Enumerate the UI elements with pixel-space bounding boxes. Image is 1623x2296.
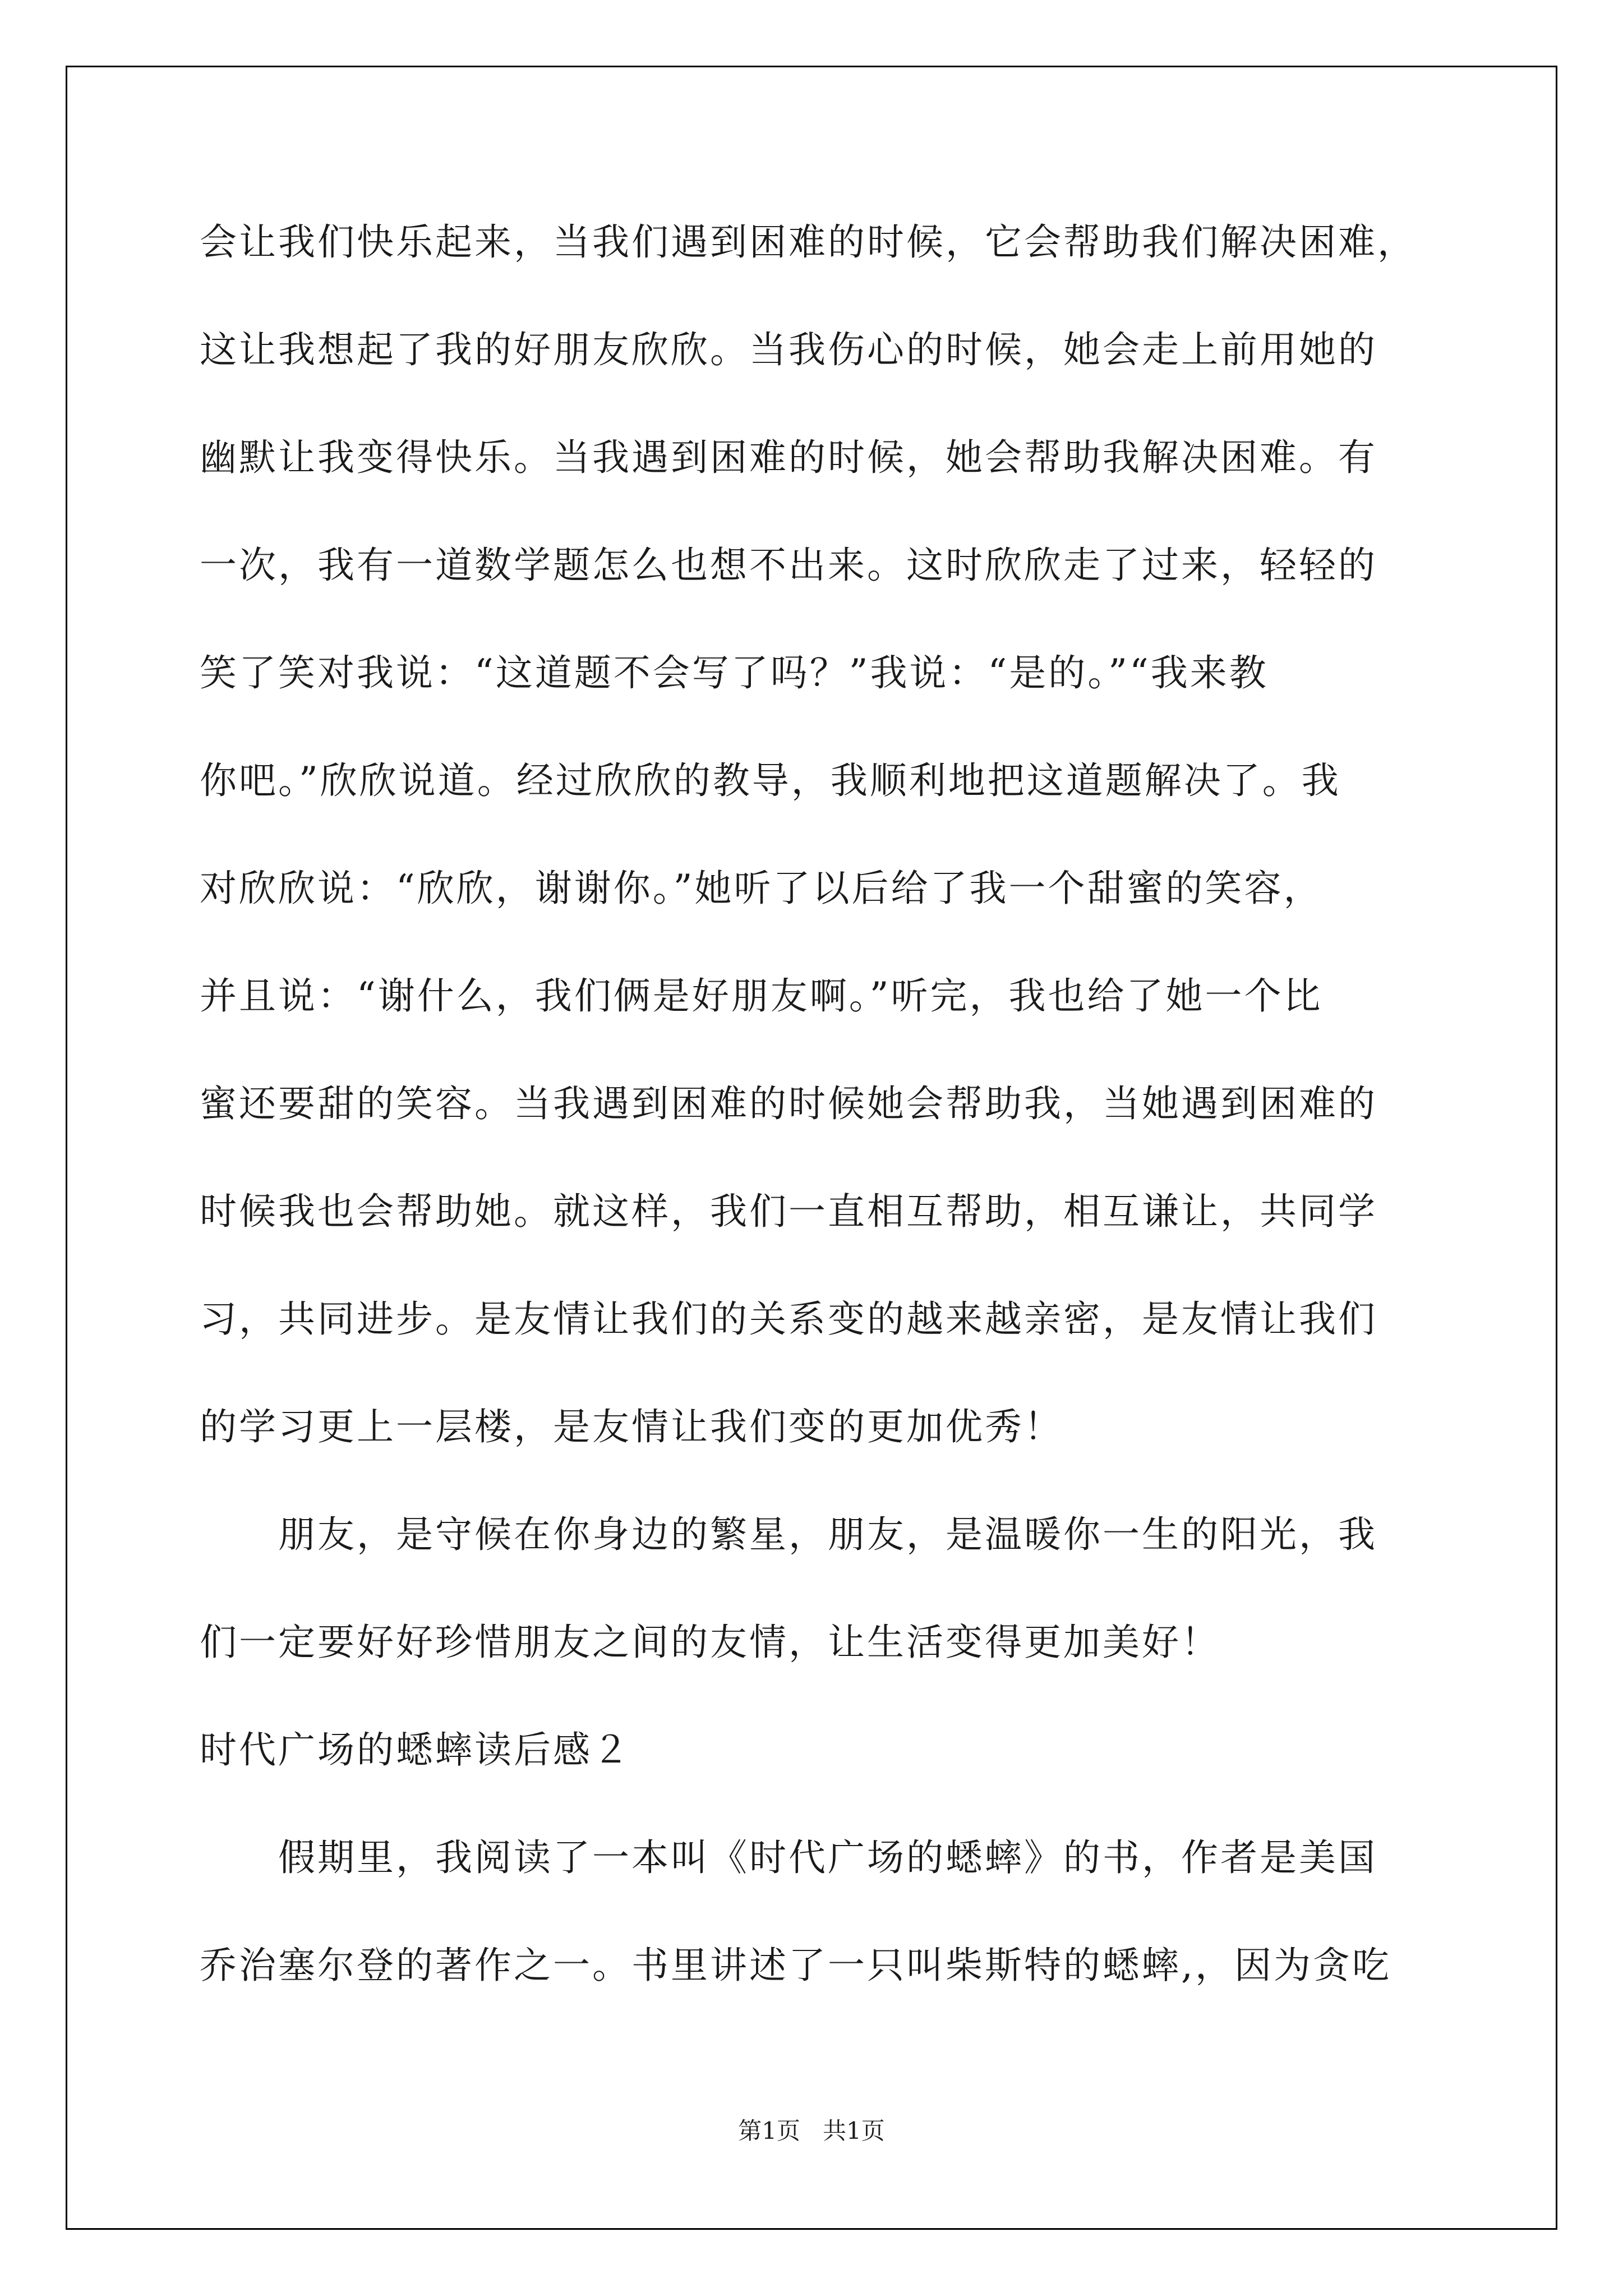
- body-text-line: 朋友，是守候在你身边的繁星，朋友，是温暖你一生的阳光，我: [278, 1513, 1377, 1556]
- body-text-line: 们一定要好好珍惜朋友之间的友情，让生活变得更加美好！: [200, 1621, 1220, 1664]
- body-text-line: 你吧。”欣欣说道。经过欣欣的教导，我顺利地把这道题解决了。我: [200, 759, 1341, 802]
- body-text-line: 这让我想起了我的好朋友欣欣。当我伤心的时候，她会走上前用她的: [200, 328, 1377, 371]
- section-heading: 时代广场的蟋蟀读后感２: [200, 1728, 631, 1772]
- body-text-line: 幽默让我变得快乐。当我遇到困难的时候，她会帮助我解决困难。有: [200, 436, 1377, 479]
- body-text-line: 笑了笑对我说：“这道题不会写了吗？”我说：“是的。”“我来教: [200, 651, 1269, 694]
- page-footer: 第1页 共1页: [738, 2117, 885, 2145]
- body-text-line: 蜜还要甜的笑容。当我遇到困难的时候她会帮助我，当她遇到困难的: [200, 1082, 1377, 1125]
- body-text-line: 一次，我有一道数学题怎么也想不出来。这时欣欣走了过来，轻轻的: [200, 544, 1377, 587]
- body-text-line: 乔治塞尔登的著作之一。书里讲述了一只叫柴斯特的蟋蟀,，因为贪吃: [200, 1944, 1391, 1987]
- body-text-line: 的学习更上一层楼，是友情让我们变的更加优秀！: [200, 1405, 1063, 1448]
- body-text-line: 习，共同进步。是友情让我们的关系变的越来越亲密，是友情让我们: [200, 1297, 1377, 1341]
- body-text-line: 假期里，我阅读了一本叫《时代广场的蟋蟀》的书，作者是美国: [278, 1836, 1377, 1879]
- body-text-line: 会让我们快乐起来，当我们遇到困难的时候，它会帮助我们解决困难，: [200, 220, 1417, 264]
- body-text-line: 并且说：“谢什么，我们俩是好朋友啊。”听完，我也给了她一个比: [200, 974, 1323, 1018]
- page-border: [66, 66, 1557, 2230]
- body-text-line: 对欣欣说：“欣欣，谢谢你。”她听了以后给了我一个甜蜜的笑容，: [200, 867, 1323, 910]
- body-text-line: 时候我也会帮助她。就这样，我们一直相互帮助，相互谦让，共同学: [200, 1190, 1377, 1233]
